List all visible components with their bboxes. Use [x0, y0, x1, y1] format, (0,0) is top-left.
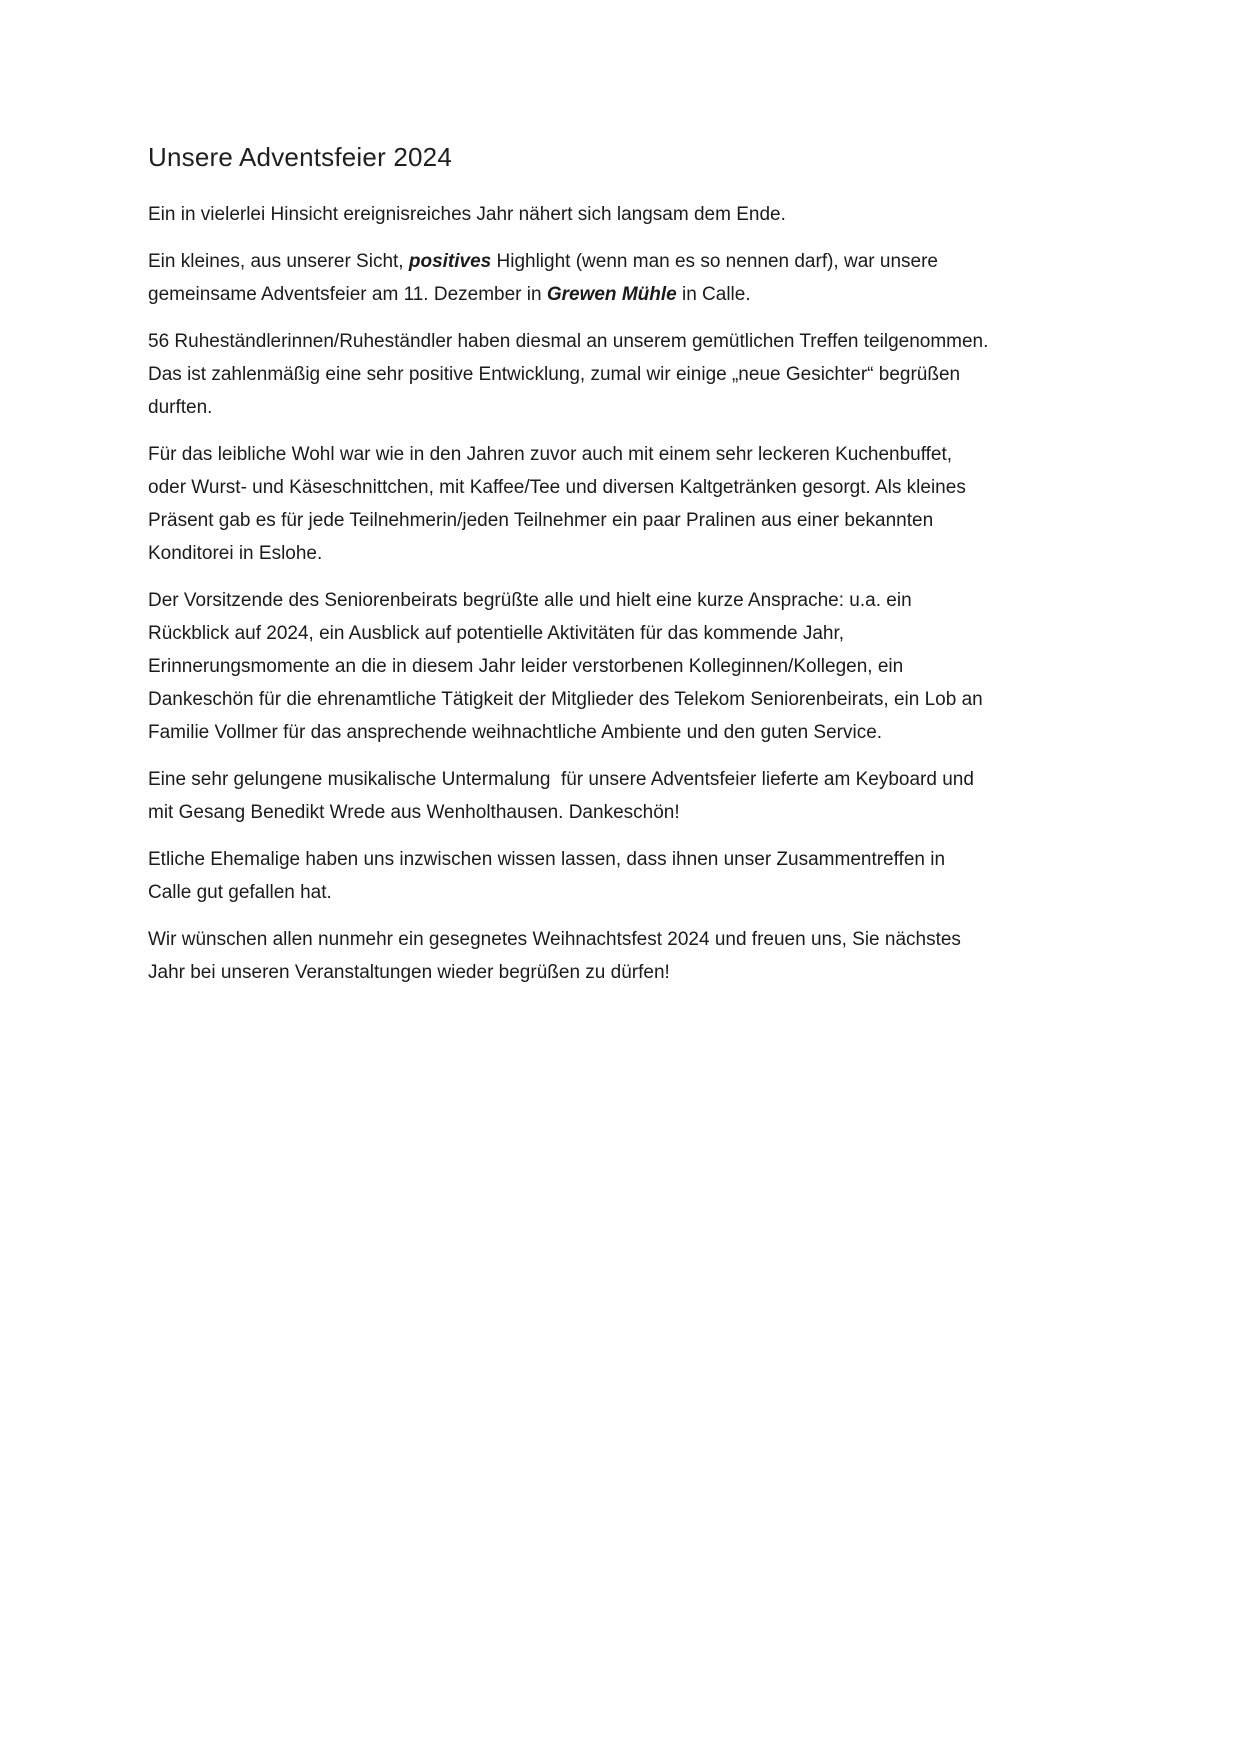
text-run: Highlight (wenn man es so nennen darf), war unsere gemeinsame Adventsfeier am 11. Dezember in — [148, 251, 944, 305]
text-run: Eine sehr gelungene musikalische Untermalung für unsere Adventsfeier lieferte am Keyboard und mit Gesang Benedikt Wrede aus Wenholthausen. Dankeschön! — [148, 769, 980, 823]
text-run: Der Vorsitzende des Seniorenbeirats begrüßte alle und hielt eine kurze Ansprache: u.a. ein Rückblick auf 2024, ein Ausblick auf potentielle Aktivitäten für das kommende Jahr, Erinnerungsmomente an die in diesem Jahr leider verstorbenen Kolleginnen/Kollegen, ein Dankeschön für die ehrenamtliche Tätigkeit der Mitglieder des Telekom Seniorenbeirats, ein Lob an Familie Vollmer für das ansprechende weihnachtliche Ambiente und den guten Service. — [148, 590, 989, 743]
text-run: Wir wünschen allen nunmehr ein gesegnetes Weihnachtsfest 2024 und freuen uns, Sie nächstes Jahr bei unseren Veranstaltungen wieder begrüßen zu dürfen! — [148, 929, 967, 983]
paragraph — [148, 438, 993, 570]
text-run: in Calle. — [676, 284, 751, 305]
paragraph — [148, 245, 993, 311]
paragraph — [148, 325, 993, 424]
text-run-bold-italic: Grewen Mühle — [546, 284, 677, 305]
text-run: 56 Ruheständlerinnen/Ruheständler haben diesmal an unserem gemütlichen Treffen teilgenommen. Das ist zahlenmäßig eine sehr positive Entwicklung, zumal wir einige „neue Gesichter“ begrüßen durften. — [148, 331, 994, 418]
text-run: Etliche Ehemalige haben uns inzwischen wissen lassen, dass ihnen unser Zusammentreffen in Calle gut gefallen hat. — [148, 849, 951, 903]
text-run: Ein in vielerlei Hinsicht ereignisreiches Jahr nähert sich langsam dem Ende. — [148, 204, 786, 225]
document-title: Unsere Adventsfeier 2024 — [148, 142, 452, 172]
paragraph — [148, 923, 993, 989]
text-run: Für das leibliche Wohl war wie in den Jahren zuvor auch mit einem sehr leckeren Kuchenbuffet, oder Wurst- und Käseschnittchen, mit Kaffee/Tee und diversen Kaltgetränken gesorgt. Als kleines Präsent gab es für jede Teilnehmerin/jeden Teilnehmer ein paar Pralinen aus einer bekannten Konditorei in Eslohe. — [148, 444, 972, 564]
text-run: Ein kleines, aus unserer Sicht, — [148, 251, 409, 272]
paragraph — [148, 198, 993, 231]
paragraph — [148, 763, 993, 829]
paragraph — [148, 843, 993, 909]
paragraph — [148, 584, 993, 749]
text-run-bold-italic: positives — [408, 251, 492, 272]
